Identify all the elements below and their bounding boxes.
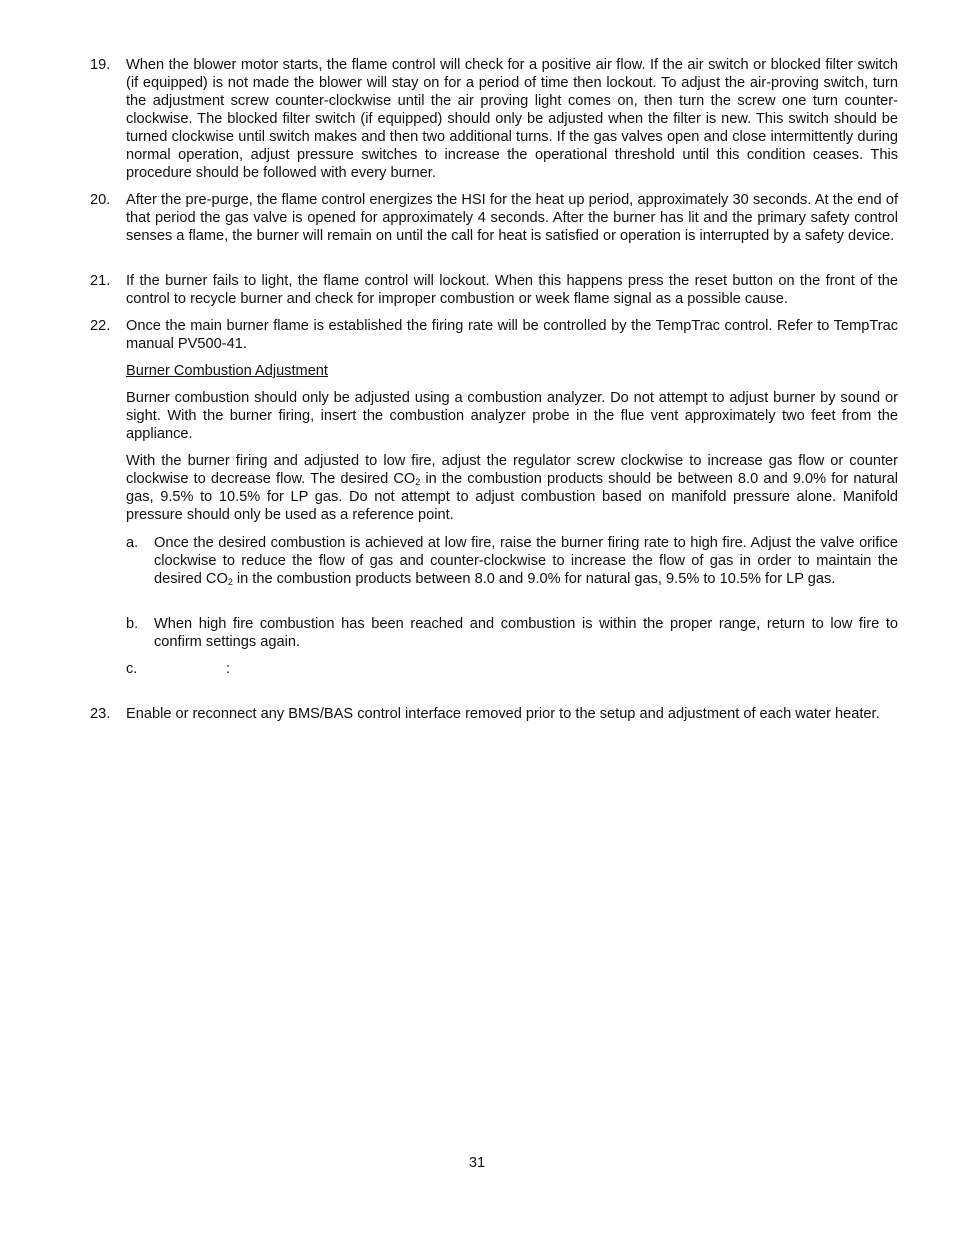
step-number: 23. xyxy=(90,706,111,722)
step-23 xyxy=(90,705,898,723)
step-20 xyxy=(90,191,898,245)
step-text: After the pre-purge, the flame control energizes the HSI for the heat up period, approximately 30 seconds. At the end of that period the gas valve is opened for approximately 4 seconds. After the burner has lit and the primary safety control senses a flame, the burner will remain on until the call for heat is satisfied or operation is interrupted by a safety device. xyxy=(126,192,898,244)
step-number: 20. xyxy=(90,192,111,208)
section-heading: Burner Combustion Adjustment xyxy=(126,363,328,379)
sub-item-letter: c. xyxy=(126,661,138,677)
subscript: 2 xyxy=(415,477,421,487)
step-19 xyxy=(90,56,898,182)
step-number: 19. xyxy=(90,57,111,73)
sub-item-c-text: : xyxy=(226,661,231,677)
step-22 xyxy=(90,317,898,353)
sub-item-letter: a. xyxy=(126,535,139,551)
text-run: Once the desired combustion is achieved at low fire, raise the burner firing rate to high fire. Adjust the valve orifice clockwise to reduce the flow of gas and counter-clockwise to increase the flow of gas in order to maintain the desired CO xyxy=(154,535,898,587)
combustion-paragraph-2 xyxy=(126,452,898,524)
subscript: 2 xyxy=(227,577,233,587)
step-21 xyxy=(90,272,898,308)
combustion-paragraph-1: Burner combustion should only be adjusted using a combustion analyzer. Do not attempt to adjust burner by sound or sight. With the burner firing, insert the combustion analyzer probe in the flue vent approximately two feet from the appliance. xyxy=(126,390,898,442)
sub-item-letter: b. xyxy=(126,616,139,632)
step-text: If the burner fails to light, the flame control will lockout. When this happens press the reset button on the front of the control to recycle burner and check for improper combustion or week flame signal as a possible cause. xyxy=(126,273,898,307)
page-number: 31 xyxy=(468,1155,486,1171)
sub-item-text xyxy=(154,534,898,588)
step-number: 21. xyxy=(90,273,111,289)
step-text: Once the main burner flame is established the firing rate will be controlled by the TempTrac control. Refer to TempTrac manual PV500-41. xyxy=(126,318,898,352)
sub-item-b xyxy=(126,615,898,651)
sub-item-a xyxy=(126,534,898,588)
step-text: Enable or reconnect any BMS/BAS control interface removed prior to the setup and adjustment of each water heater. xyxy=(126,706,880,722)
step-number: 22. xyxy=(90,318,111,334)
sub-item-text: When high fire combustion has been reached and combustion is within the proper range, return to low fire to confirm settings again. xyxy=(154,616,898,650)
step-text: When the blower motor starts, the flame control will check for a positive air flow. If the air switch or blocked filter switch (if equipped) is not made the blower will stay on for a period of time then lockout. To adjust the air-proving switch, turn the adjustment screw counter-clockwise until the air proving light comes on, then turn the screw one turn counter-clockwise. The blocked filter switch (if equipped) should only be adjusted when the filter is new. This switch should be turned clockwise until switch makes and then two additional turns. If the gas valves open and close intermittently during normal operation, adjust pressure switches to increase the operational threshold until this condition ceases. This procedure should be followed with every burner. xyxy=(126,57,898,181)
text-run: in the combustion products should be between 8.0 and 9.0% for natural gas, 9.5% to 10.5% for LP gas. Do not attempt to adjust combustion based on manifold pressure alone. Manifold pressure should only be used as a reference point. xyxy=(126,471,898,523)
text-run: With the burner firing and adjusted to low fire, adjust the regulator screw clockwise to increase gas flow or counter clockwise to decrease flow. The desired CO xyxy=(126,453,898,487)
text-run: in the combustion products between 8.0 and 9.0% for natural gas, 9.5% to 10.5% for LP gas. xyxy=(232,571,836,587)
